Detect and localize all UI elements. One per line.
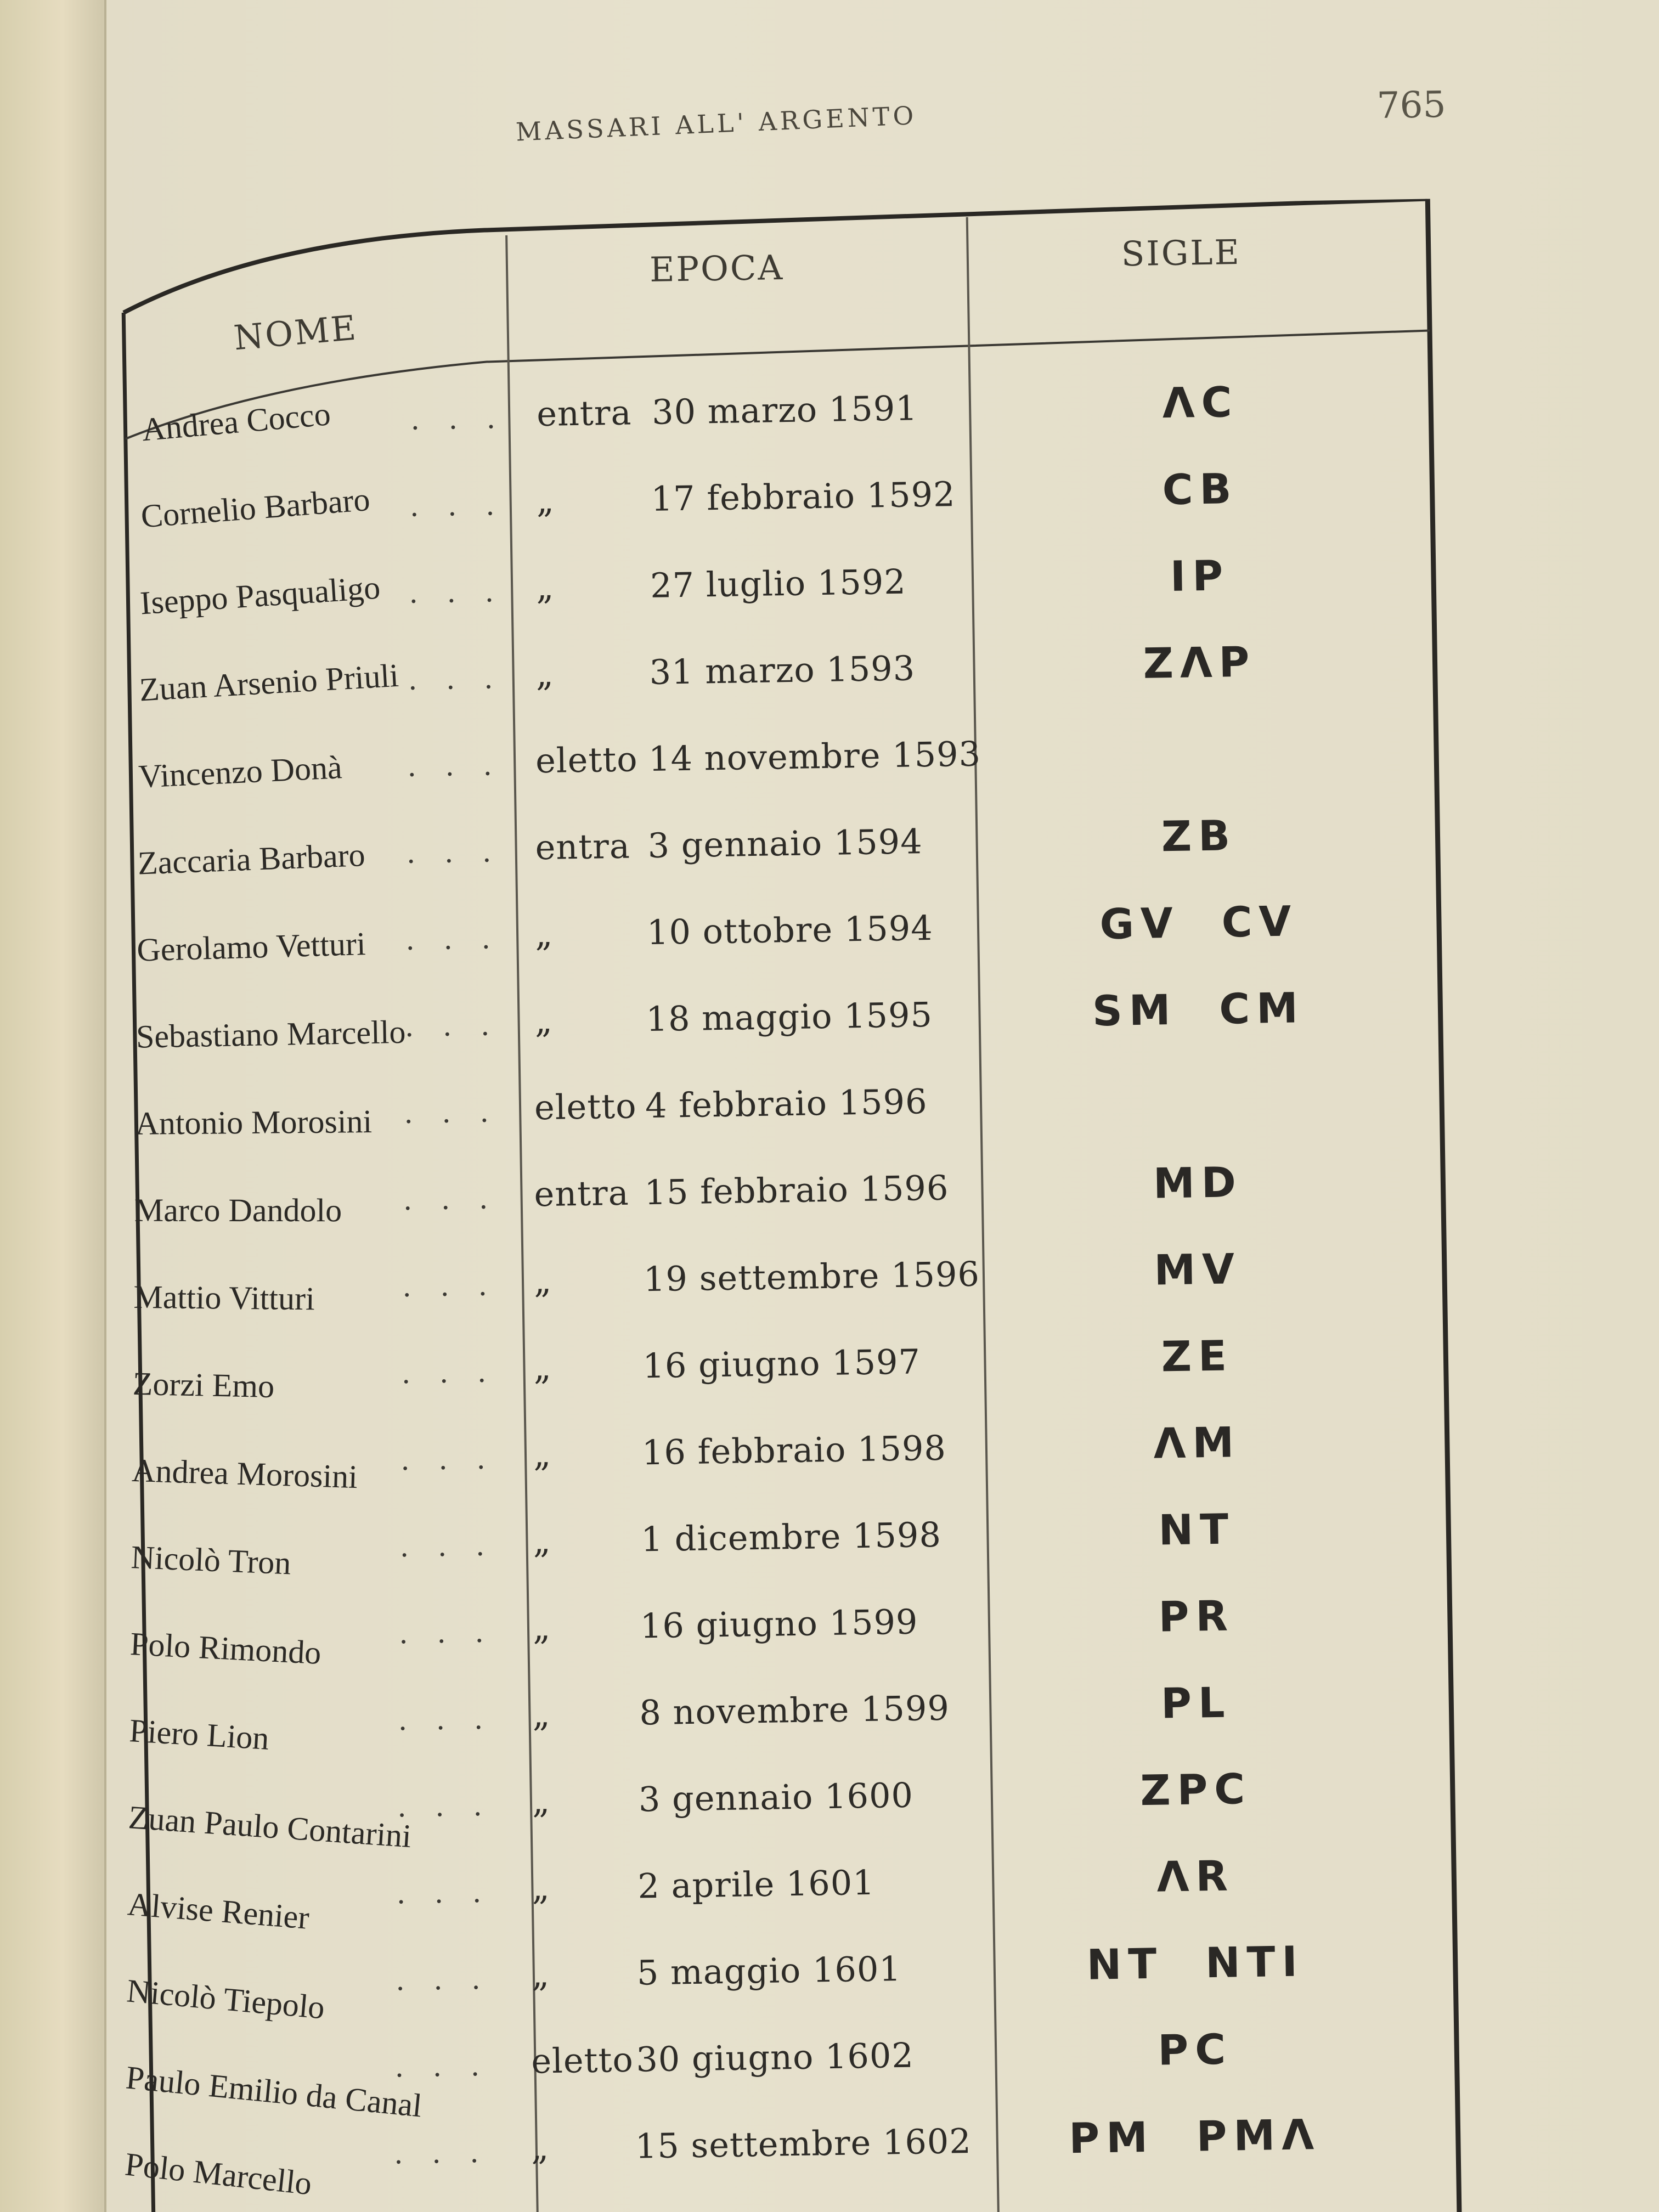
row-epoch-prefix: entra <box>535 826 631 868</box>
leader-dots: . . . <box>401 1356 496 1391</box>
row-epoch-date: 3 gennaio 1594 <box>647 821 923 866</box>
row-name: Mattio Vitturi <box>133 1278 315 1317</box>
leader-dots: . . . <box>409 489 505 523</box>
row-sigle: MD <box>1153 1158 1243 1208</box>
leader-dots: . . . <box>403 1096 499 1131</box>
row-epoch-date: 4 febbraio 1596 <box>645 1081 928 1126</box>
leader-dots: . . . <box>393 2136 489 2171</box>
row-sigle: ZΛP <box>1142 637 1256 688</box>
row-sigle: PL <box>1160 1678 1232 1728</box>
row-sigle: NT <box>1158 1504 1235 1555</box>
row-epoch-prefix: entra <box>533 1172 630 1215</box>
row-epoch-date: 3 gennaio 1600 <box>638 1775 914 1820</box>
leader-dots: . . . <box>394 2049 490 2084</box>
row-name: Piero Lion <box>128 1712 270 1757</box>
row-epoch-prefix: „ <box>532 1781 551 1821</box>
row-name: Andrea Morosini <box>131 1452 358 1496</box>
row-epoch-date: 17 febbraio 1592 <box>651 474 956 519</box>
row-epoch-date: 10 ottobre 1594 <box>646 907 934 953</box>
row-name: Andrea Cocco <box>140 396 332 448</box>
row-epoch-prefix: „ <box>531 1954 550 1995</box>
row-sigle: ΛM <box>1153 1418 1241 1468</box>
row-epoch-prefix: „ <box>531 2128 550 2168</box>
row-epoch-date: 8 novembre 1599 <box>639 1688 950 1733</box>
leader-dots: . . . <box>410 402 506 437</box>
page-number: 765 <box>1376 83 1447 127</box>
row-epoch-prefix: „ <box>532 1694 551 1735</box>
row-epoch-prefix: entra <box>536 392 632 435</box>
leader-dots: . . . <box>408 575 504 610</box>
row-epoch-date: 16 giugno 1597 <box>642 1341 921 1386</box>
row-epoch-date: 16 febbraio 1598 <box>641 1427 947 1473</box>
leader-dots: . . . <box>404 1009 500 1044</box>
row-sigle: ΛC <box>1162 377 1239 428</box>
row-name: Zuan Arsenio Priuli <box>138 657 400 708</box>
row-sigle: ZB <box>1161 811 1237 861</box>
leader-dots: . . . <box>397 1789 493 1824</box>
row-sigle: CB <box>1161 464 1239 515</box>
leader-dots: . . . <box>408 662 503 697</box>
row-epoch-prefix: „ <box>531 1867 551 1908</box>
row-epoch-prefix: „ <box>536 480 555 521</box>
row-epoch-prefix: eletto <box>535 739 639 781</box>
leader-dots: . . . <box>396 1876 492 1911</box>
row-name: Zuan Paulo Contarini <box>127 1799 413 1855</box>
row-name: Zorzi Emo <box>132 1365 275 1405</box>
leader-dots: . . . <box>403 1182 498 1217</box>
row-sigle: NT NTI <box>1086 1937 1305 1989</box>
leader-dots: . . . <box>402 1269 498 1304</box>
row-name: Nicolò Tron <box>130 1538 292 1582</box>
row-name: Polo Rimondo <box>129 1626 322 1671</box>
row-epoch-date: 2 aprile 1601 <box>637 1862 876 1906</box>
leader-dots: . . . <box>407 749 503 783</box>
row-epoch-prefix: „ <box>534 1000 554 1041</box>
row-sigle: ZPC <box>1139 1764 1252 1815</box>
row-sigle: ZE <box>1161 1331 1234 1381</box>
row-name: Iseppo Pasqualigo <box>139 569 382 622</box>
row-epoch-date: 19 settembre 1596 <box>643 1254 980 1300</box>
row-name: Antonio Morosini <box>135 1103 373 1142</box>
row-name: Paulo Emilio da Canal <box>124 2059 424 2124</box>
row-name: Vincenzo Donà <box>137 749 343 795</box>
row-sigle: PC <box>1157 2024 1233 2075</box>
row-sigle: PR <box>1158 1591 1235 1641</box>
leader-dots: . . . <box>395 1962 491 1997</box>
header-name: NOME <box>232 307 359 358</box>
row-epoch-prefix: „ <box>535 567 555 608</box>
row-epoch-date: 5 maggio 1601 <box>636 1949 902 1993</box>
leader-dots: . . . <box>398 1702 493 1737</box>
leader-dots: . . . <box>399 1529 495 1564</box>
leader-dots: . . . <box>400 1442 496 1477</box>
running-head: MASSARI ALL' ARGENTO <box>515 100 918 147</box>
row-epoch-date: 15 settembre 1602 <box>635 2121 972 2166</box>
row-name: Nicolò Tiepolo <box>125 1972 326 2026</box>
row-sigle: ΛR <box>1156 1851 1235 1901</box>
row-sigle: MV <box>1153 1244 1242 1295</box>
right-border <box>1427 199 1459 2212</box>
row-name: Cornelio Barbaro <box>139 481 371 535</box>
row-epoch-date: 30 marzo 1591 <box>651 388 918 432</box>
row-sigle: GV CV <box>1099 896 1298 949</box>
row-epoch-prefix: „ <box>533 1434 552 1475</box>
row-epoch-prefix: „ <box>534 913 554 955</box>
leader-dots: . . . <box>405 922 501 957</box>
row-name: Gerolamo Vetturi <box>136 926 366 968</box>
leader-dots: . . . <box>406 836 501 870</box>
header-sigle: SIGLE <box>1121 232 1242 274</box>
row-name: Polo Marcello <box>123 2146 314 2202</box>
row-sigle: PM PMΛ <box>1068 2110 1321 2163</box>
row-epoch-prefix: eletto <box>531 2039 634 2081</box>
row-epoch-date: 15 febbraio 1596 <box>644 1167 949 1213</box>
row-epoch-date: 1 dicembre 1598 <box>640 1514 942 1560</box>
row-epoch-prefix: „ <box>532 1520 552 1561</box>
row-epoch-prefix: eletto <box>534 1086 637 1128</box>
row-epoch-prefix: „ <box>532 1607 551 1648</box>
row-epoch-prefix: „ <box>535 653 555 695</box>
leader-dots: . . . <box>398 1616 494 1651</box>
row-sigle: SM CM <box>1092 983 1305 1036</box>
row-epoch-date: 14 novembre 1593 <box>648 733 981 779</box>
row-epoch-date: 16 giugno 1599 <box>640 1601 918 1646</box>
row-epoch-date: 30 giugno 1602 <box>635 2035 915 2080</box>
row-epoch-date: 18 maggio 1595 <box>646 994 933 1040</box>
row-name: Zaccaria Barbaro <box>137 837 366 882</box>
header-epoch: EPOCA <box>649 247 785 290</box>
row-name: Marco Dandolo <box>134 1192 342 1229</box>
sigle-table <box>100 199 1465 2212</box>
column-separator-1 <box>506 235 538 2212</box>
row-name: Sebastiano Marcello <box>136 1013 407 1055</box>
row-sigle: IP <box>1170 551 1230 601</box>
row-epoch-prefix: „ <box>533 1347 552 1388</box>
row-epoch-date: 31 marzo 1593 <box>649 648 916 692</box>
row-epoch-date: 27 luglio 1592 <box>650 561 907 606</box>
row-epoch-prefix: „ <box>533 1260 552 1301</box>
row-name: Alvise Renier <box>126 1886 311 1936</box>
